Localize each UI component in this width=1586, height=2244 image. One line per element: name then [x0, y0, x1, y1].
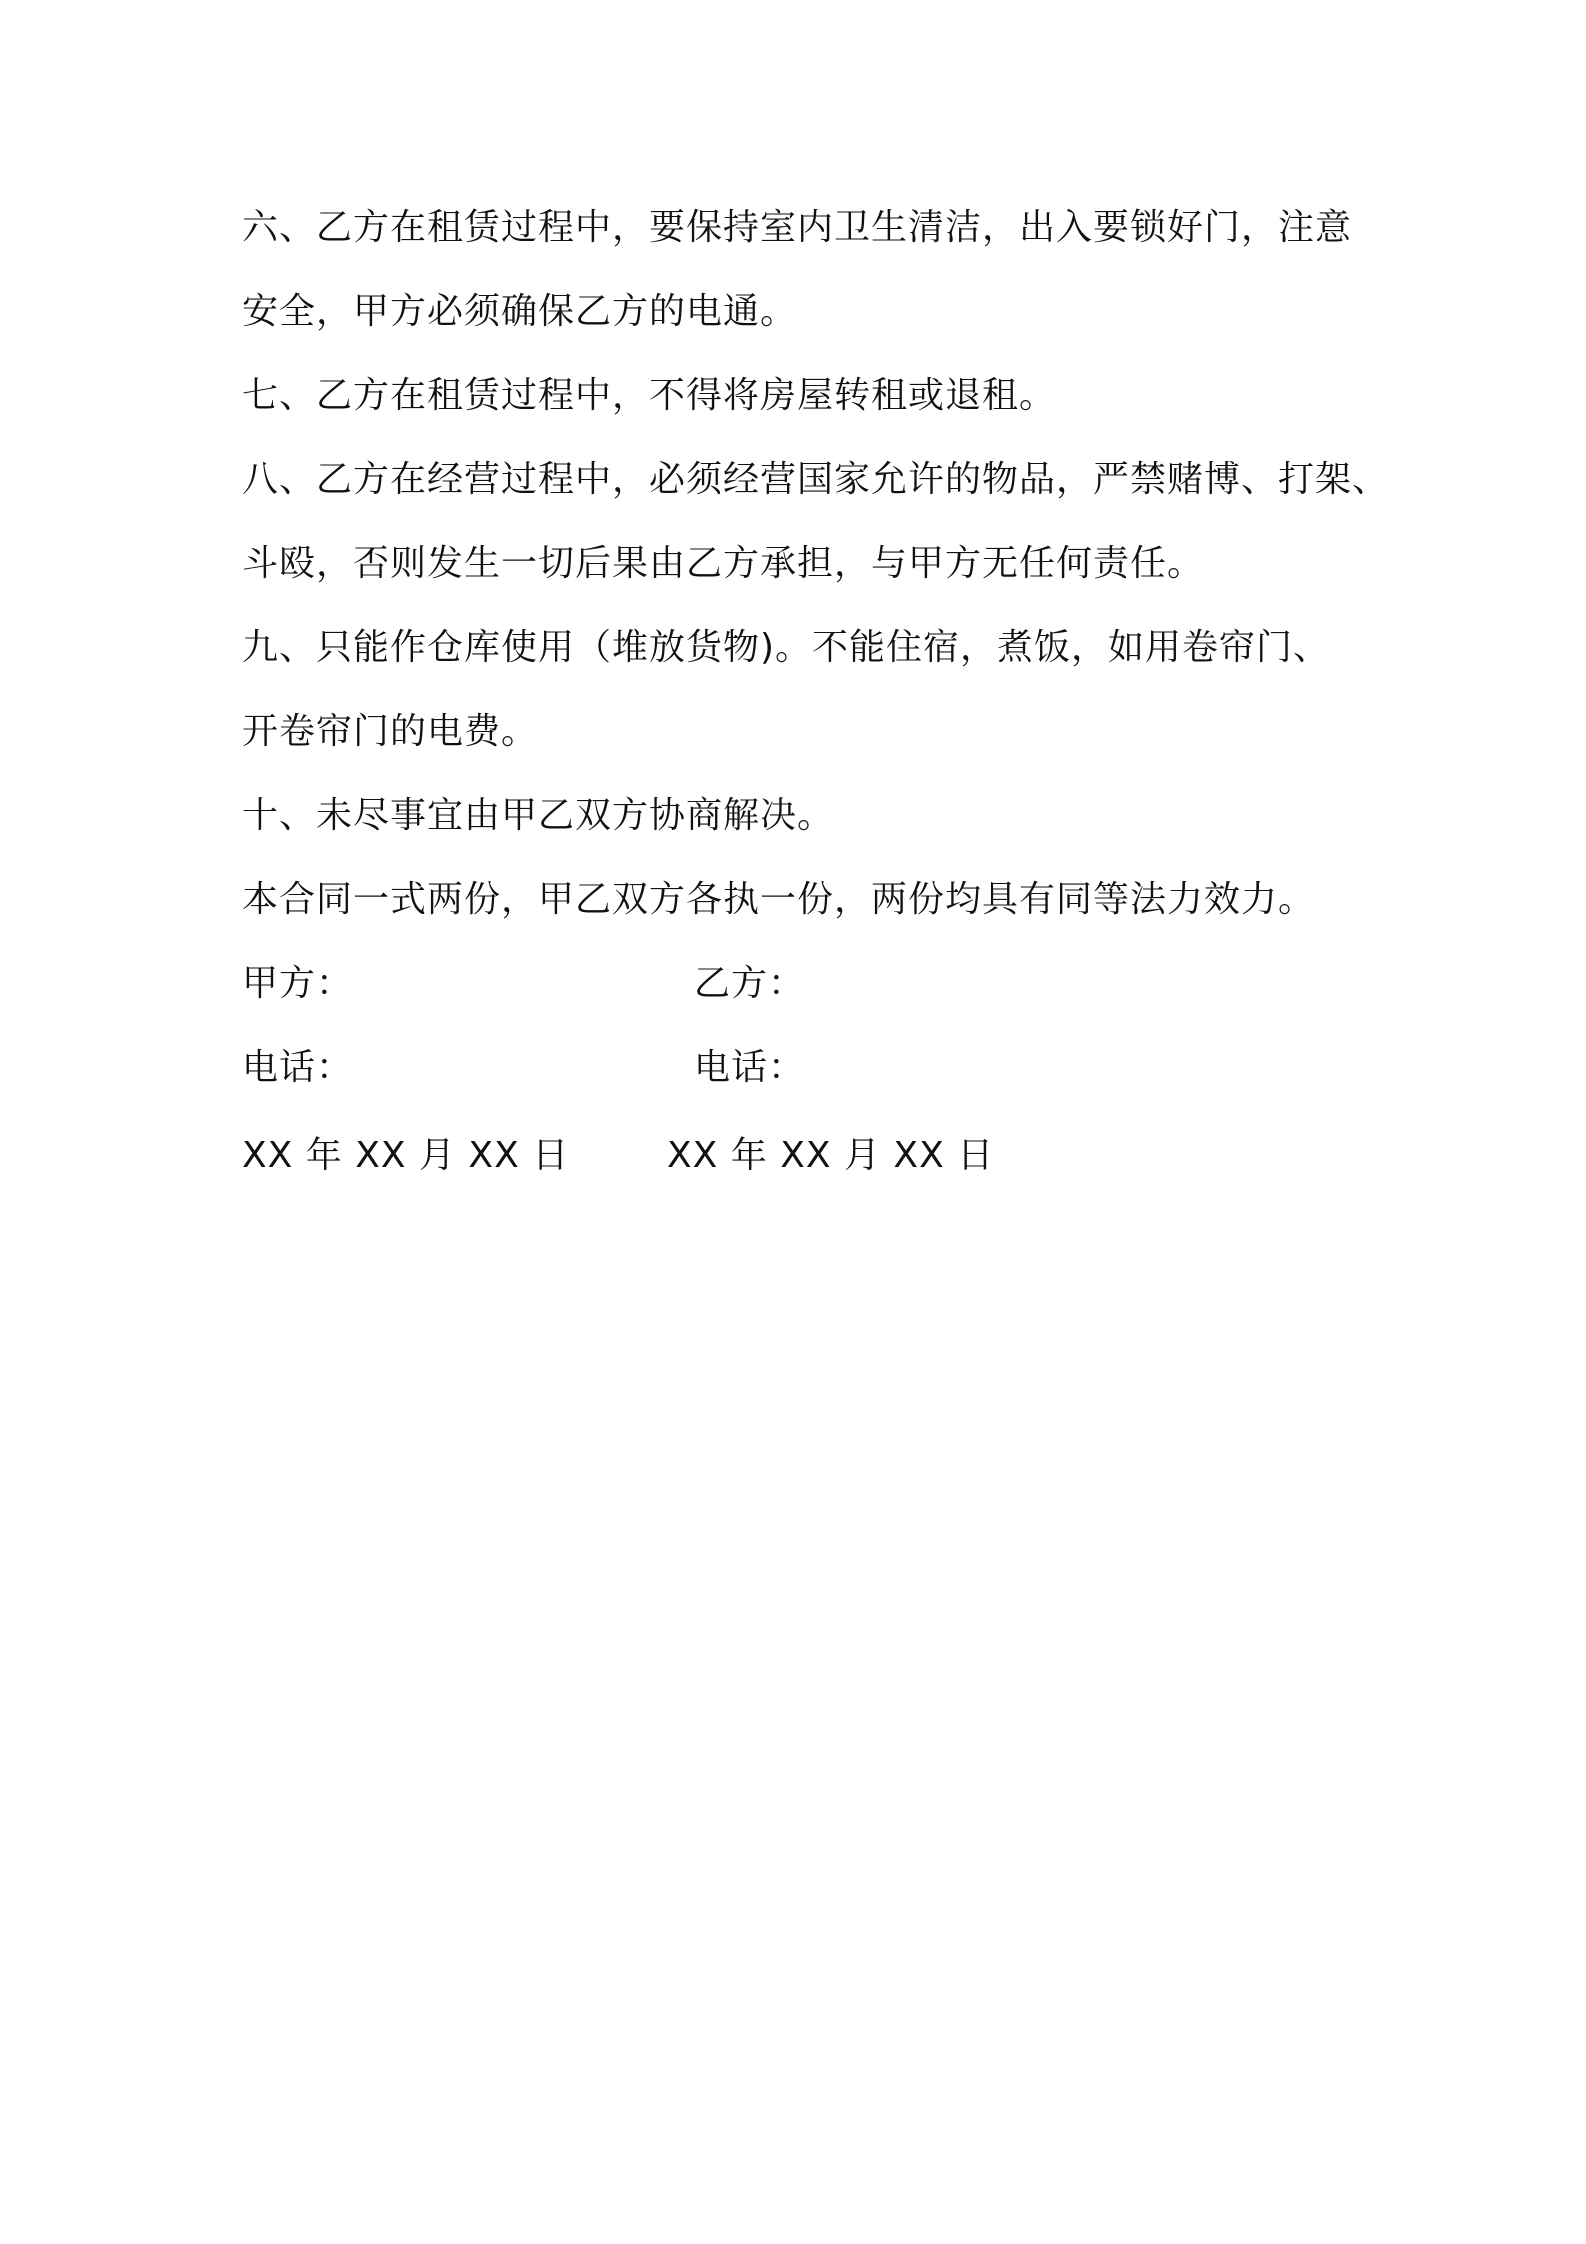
clause-9-line-2: 开卷帘门的电费。: [242, 711, 539, 752]
clause-6-line-1: 六、乙方在租赁过程中，要保持室内卫生清洁，出入要锁好门，注意: [242, 207, 1353, 248]
clause-8-line-1: 八、乙方在经营过程中，必须经营国家允许的物品，严禁赌博、打架、: [242, 459, 1390, 500]
party-b-label: 乙方：: [694, 963, 806, 1004]
clause-9-line-1: 九、只能作仓库使用（堆放货物)。不能住宿，煮饭，如用卷帘门、: [242, 627, 1331, 668]
party-a-label: 甲方：: [242, 963, 354, 1004]
clause-8-line-2: 斗殴，否则发生一切后果由乙方承担，与甲方无任何责任。: [242, 543, 1205, 584]
copies-statement: 本合同一式两份，甲乙双方各执一份，两份均具有同等法力效力。: [242, 879, 1316, 920]
date-b: XX 年 XX 月 XX 日: [667, 1135, 995, 1176]
phone-a-label: 电话：: [242, 1047, 354, 1088]
phone-b-label: 电话：: [694, 1047, 806, 1088]
clause-7: 七、乙方在租赁过程中，不得将房屋转租或退租。: [242, 375, 1057, 416]
clause-10: 十、未尽事宜由甲乙双方协商解决。: [242, 795, 835, 836]
date-a: XX 年 XX 月 XX 日: [242, 1135, 570, 1176]
clause-6-line-2: 安全，甲方必须确保乙方的电通。: [242, 291, 798, 332]
